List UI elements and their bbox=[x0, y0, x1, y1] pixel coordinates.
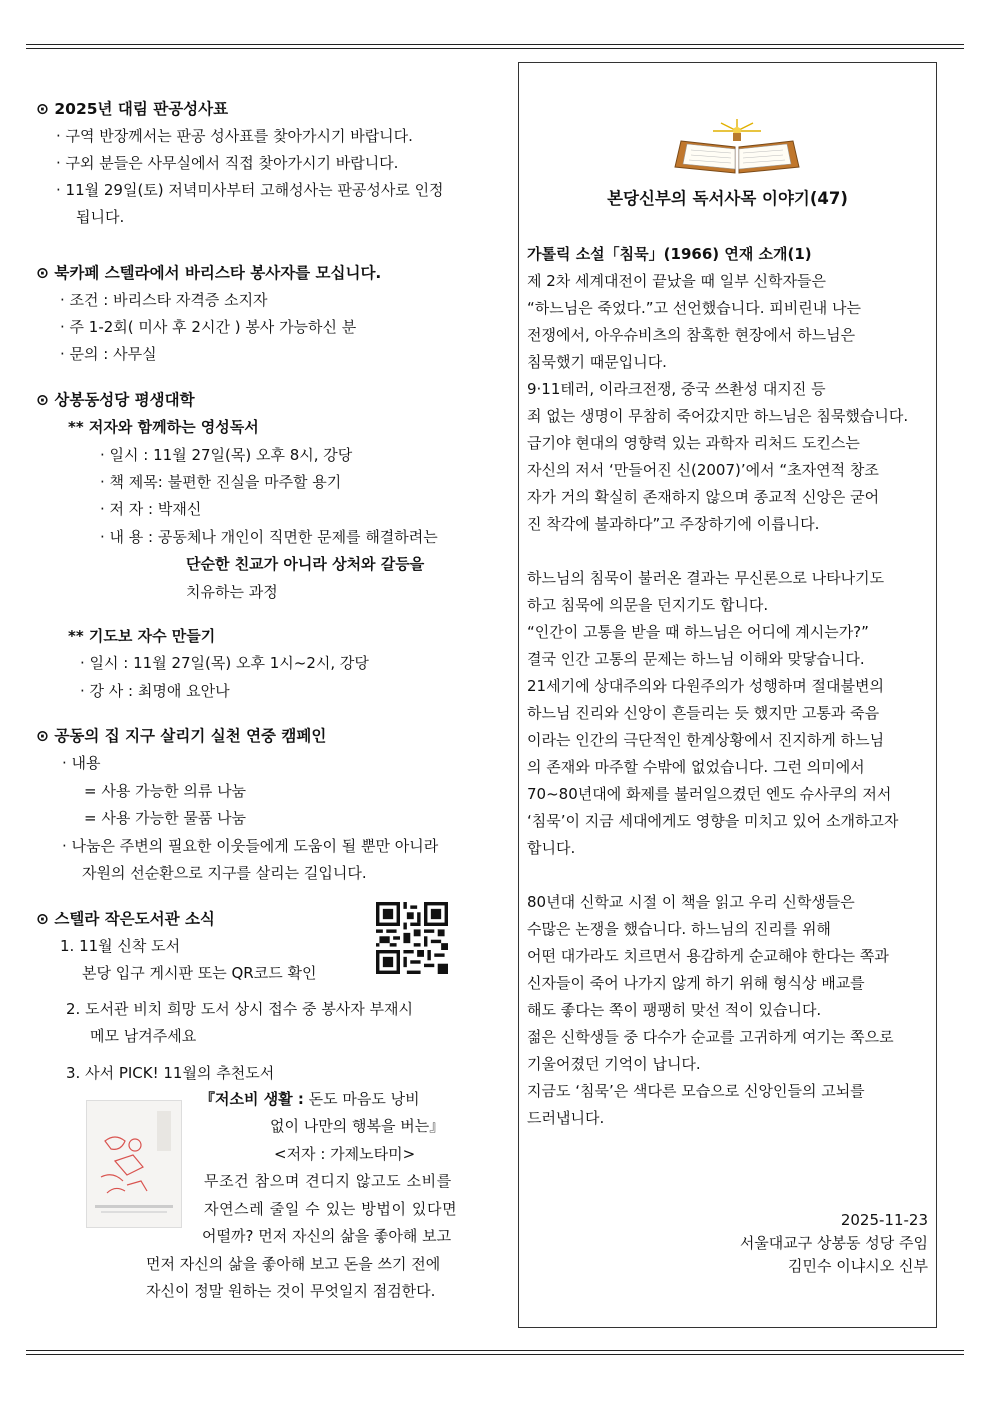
column-line: 21세기에 상대주의와 다원주의가 성행하며 절대불변의 bbox=[527, 677, 884, 695]
qr-code-icon[interactable] bbox=[376, 902, 448, 974]
book-desc-line: 자연스레 줄일 수 있는 방법이 있다면 bbox=[204, 1200, 458, 1218]
column-line: 드러냅니다. bbox=[527, 1109, 605, 1127]
list-item: · 내용 bbox=[62, 754, 101, 772]
sub-title-embroidery: ** 기도보 자수 만들기 bbox=[68, 627, 216, 645]
column-line: 하고 침묵에 의문을 던지기도 합니다. bbox=[527, 596, 769, 614]
list-item: · 강 사 : 최명애 요안나 bbox=[80, 682, 230, 700]
list-item: · 책 제목: 불편한 진실을 마주할 용기 bbox=[100, 473, 342, 491]
column-line: 하느님의 침묵이 불러온 결과는 무신론으로 나타나기도 bbox=[527, 569, 885, 587]
column-line: 진 착각에 불과하다”고 주장하기에 이릅니다. bbox=[527, 515, 820, 533]
column-line: 전쟁에서, 아우슈비츠의 참혹한 현장에서 하느님은 bbox=[527, 326, 856, 344]
list-item: · 문의 : 사무실 bbox=[60, 345, 157, 363]
column-line: 9·11테러, 이라크전쟁, 중국 쓰촨성 대지진 등 bbox=[527, 380, 826, 398]
book-desc-line: 자신이 정말 원하는 것이 무엇일지 점검한다. bbox=[146, 1282, 436, 1300]
list-item: · 내 용 : 공동체나 개인이 직면한 문제를 해결하려는 bbox=[100, 528, 438, 546]
list-item: 2. 도서관 비치 희망 도서 상시 접수 중 봉사자 부재시 bbox=[66, 1000, 414, 1018]
list-item: = 사용 가능한 의류 나눔 bbox=[84, 782, 247, 800]
list-item: · 저 자 : 박재신 bbox=[100, 500, 202, 518]
section-title-confession: ⊙ 2025년 대림 판공성사표 bbox=[36, 100, 229, 118]
bottom-rule-2 bbox=[26, 1354, 964, 1355]
column-line: 급기야 현대의 영향력 있는 과학자 리처드 도킨스는 bbox=[527, 434, 860, 452]
column-line: 젊은 신학생들 중 다수가 순교를 고귀하게 여기는 쪽으로 bbox=[527, 1028, 894, 1046]
column-line: 침묵했기 때문입니다. bbox=[527, 353, 667, 371]
book-desc-line: 어떨까? 먼저 자신의 삶을 좋아해 보고 bbox=[202, 1227, 452, 1245]
column-subtitle: 가톨릭 소설「침묵」(1966) 연재 소개(1) bbox=[527, 245, 812, 263]
column-line: 결국 인간 고통의 문제는 하느님 이해와 맞닿습니다. bbox=[527, 650, 865, 668]
book-cover-image bbox=[86, 1100, 182, 1228]
column-signature-parish: 서울대교구 상봉동 성당 주임 bbox=[739, 1234, 928, 1252]
column-line: 신자들이 죽어 나가지 않게 하기 위해 형식상 배교를 bbox=[527, 974, 865, 992]
list-item: 1. 11월 신착 도서 bbox=[60, 937, 181, 955]
column-line: 지금도 ‘침묵’은 색다른 모습으로 신앙인들의 고뇌를 bbox=[527, 1082, 865, 1100]
list-item: · 조건 : 바리스타 자격증 소지자 bbox=[60, 291, 268, 309]
column-signature-name: 김민수 이냐시오 신부 bbox=[788, 1257, 928, 1275]
list-item: 본당 입구 게시판 또는 QR코드 확인 bbox=[82, 964, 317, 982]
column-line: 자가 거의 확실히 존재하지 않으며 종교적 신앙은 굳어 bbox=[527, 488, 880, 506]
list-item: · 나눔은 주변의 필요한 이웃들에게 도움이 될 뿐만 아니라 bbox=[62, 837, 439, 855]
section-title-barista: ⊙ 북카페 스텔라에서 바리스타 봉사자를 모십니다. bbox=[36, 264, 382, 282]
column-date: 2025-11-23 bbox=[840, 1211, 928, 1229]
list-item: · 구역 반장께서는 판공 성사표를 찾아가시기 바랍니다. bbox=[56, 127, 413, 145]
list-item: = 사용 가능한 물품 나눔 bbox=[84, 809, 247, 827]
column-line: 기울어졌던 기억이 납니다. bbox=[527, 1055, 701, 1073]
list-item: 됩니다. bbox=[76, 208, 125, 226]
section-title-library: ⊙ 스텔라 작은도서관 소식 bbox=[36, 910, 215, 928]
book-subtitle-1: 돈도 마음도 낭비 bbox=[303, 1090, 420, 1108]
section-title-campaign: ⊙ 공동의 집 지구 살리기 실천 연중 캠페인 bbox=[36, 727, 327, 745]
column-line: “인간이 고통을 받을 때 하느님은 어디에 계시는가?” bbox=[527, 623, 869, 641]
column-line: 어떤 대가라도 치르면서 용감하게 순교해야 한다는 쪽과 bbox=[527, 947, 889, 965]
book-desc-line: 무조건 참으며 견디지 않고도 소비를 bbox=[204, 1172, 452, 1190]
list-item: · 11월 29일(토) 저녁미사부터 고해성사는 판공성사로 인정 bbox=[56, 181, 444, 199]
column-line: ‘침묵’이 지금 세대에게도 영향을 미치고 있어 소개하고자 bbox=[527, 812, 899, 830]
list-item: · 일시 : 11월 27일(목) 오후 8시, 강당 bbox=[100, 446, 353, 464]
list-item: · 주 1-2회( 미사 후 2시간 ) 봉사 가능하신 분 bbox=[60, 318, 357, 336]
book-title-line bbox=[200, 1086, 420, 1113]
sub-title-reading: ** 저자와 함께하는 영성독서 bbox=[68, 418, 259, 436]
column-line: 자신의 저서 ‘만들어진 신(2007)’에서 “초자연적 창조 bbox=[527, 461, 879, 479]
column-line: 이라는 인간의 극단적인 한계상황에서 진지하게 하느님 bbox=[527, 731, 885, 749]
list-item: 3. 사서 PICK! 11월의 추천도서 bbox=[66, 1064, 275, 1082]
column-line: 의 존재와 마주할 수밖에 없었습니다. 그런 의미에서 bbox=[527, 758, 865, 776]
column-line: 수많은 논쟁을 했습니다. 하느님의 진리를 위해 bbox=[527, 920, 831, 938]
column-line: “하느님은 죽었다.”고 선언했습니다. 피비린내 나는 bbox=[527, 299, 861, 317]
top-rule-1 bbox=[26, 44, 964, 45]
bottom-rule-1 bbox=[26, 1350, 964, 1351]
column-line: 80년대 신학교 시절 이 책을 읽고 우리 신학생들은 bbox=[527, 893, 855, 911]
column-title: 본당신부의 독서사목 이야기(47) bbox=[607, 189, 848, 208]
top-rule-2 bbox=[26, 48, 964, 49]
section-title-lifelong-univ: ⊙ 상봉동성당 평생대학 bbox=[36, 391, 195, 409]
column-line: 합니다. bbox=[527, 839, 576, 857]
pastor-column-box bbox=[518, 62, 937, 1328]
list-item: 메모 남겨주세요 bbox=[90, 1027, 197, 1045]
book-desc-line: 먼저 자신의 삶을 좋아해 보고 돈을 쓰기 전에 bbox=[146, 1255, 441, 1273]
column-line: 70~80년대에 화제를 불러일으켰던 엔도 슈사쿠의 저서 bbox=[527, 785, 892, 803]
list-item: 자원의 선순환으로 지구를 살리는 길입니다. bbox=[82, 864, 367, 882]
column-line: 해도 좋다는 쪽이 팽팽히 맞선 적이 있습니다. bbox=[527, 1001, 822, 1019]
list-item: · 일시 : 11월 27일(목) 오후 1시~2시, 강당 bbox=[80, 654, 369, 672]
column-line: 죄 없는 생명이 무참히 죽어갔지만 하느님은 침묵했습니다. bbox=[527, 407, 909, 425]
book-cover-illustration-icon bbox=[87, 1101, 181, 1227]
book-title: 『저소비 생활 : bbox=[200, 1090, 304, 1108]
column-line: 하느님 진리와 신앙이 흔들리는 듯 했지만 고통과 죽음 bbox=[527, 704, 880, 722]
book-subtitle-2: 없이 나만의 행복을 버는』 bbox=[270, 1117, 445, 1135]
list-item: · 구외 분들은 사무실에서 직접 찾아가시기 바랍니다. bbox=[56, 154, 399, 172]
list-item: 치유하는 과정 bbox=[186, 583, 278, 601]
book-author: <저자 : 가제노타미> bbox=[274, 1145, 416, 1163]
open-bible-icon bbox=[667, 117, 807, 177]
list-item-bold: 단순한 친교가 아니라 상처와 갈등을 bbox=[186, 555, 425, 573]
column-line: 제 2차 세계대전이 끝났을 때 일부 신학자들은 bbox=[527, 272, 826, 290]
